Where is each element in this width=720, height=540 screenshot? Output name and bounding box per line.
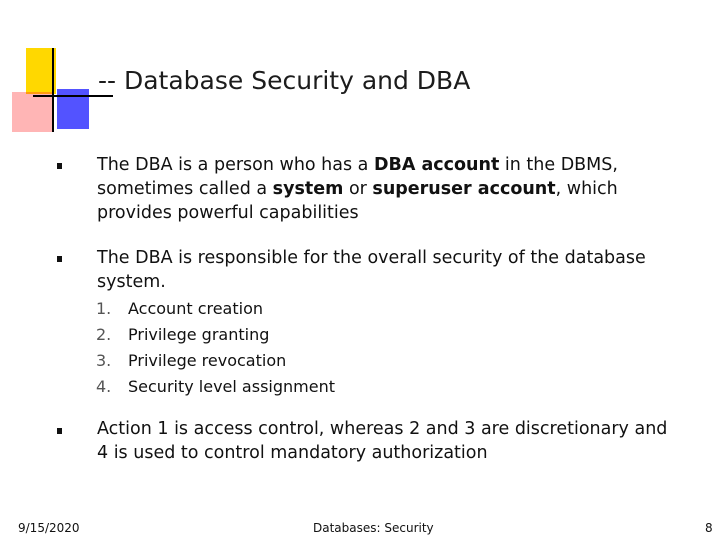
- decor-vertical-line: [52, 48, 54, 132]
- bold-term: DBA account: [373, 155, 500, 175]
- bullet-action-summary: Action 1 is access control, whereas 2 and 3 are discretionary and 4 is used to control mandatory authorization: [97, 419, 668, 463]
- list-item-label: Privilege granting: [128, 325, 270, 344]
- list-item: [96, 348, 335, 374]
- page-number: 8: [705, 521, 713, 535]
- bullet-dba-account: [97, 153, 687, 225]
- text-run: in the DBMS, sometimes called a: [97, 155, 618, 199]
- bullet-marker: [57, 256, 62, 262]
- list-item-label: Account creation: [128, 299, 264, 318]
- footer-title: Databases: Security: [313, 521, 434, 535]
- decor-red-square: [12, 92, 52, 132]
- bullet-marker: [57, 428, 62, 434]
- text-run: , which provides powerful capabilities: [97, 179, 618, 223]
- list-item-label: Privilege revocation: [128, 351, 287, 370]
- bold-term: superuser account: [372, 179, 556, 199]
- list-item: [96, 296, 335, 322]
- footer-date: 9/15/2020: [18, 521, 80, 535]
- list-item: [96, 322, 335, 348]
- list-item-number: 2.: [96, 325, 112, 344]
- list-item-label: Security level assignment: [128, 377, 335, 396]
- numbered-sublist: [96, 296, 335, 400]
- list-item: [96, 374, 335, 400]
- slide-title: -- Database Security and DBA: [98, 66, 471, 95]
- list-item-number: 4.: [96, 377, 112, 396]
- bullet-dba-responsible: The DBA is responsible for the overall security of the database system.: [97, 248, 646, 292]
- decor-horizontal-line: [33, 95, 113, 97]
- text-run: The DBA is a person who has a: [97, 155, 374, 175]
- bold-term: system: [272, 179, 344, 199]
- bullet-marker: [57, 163, 62, 169]
- text-run: or: [343, 179, 373, 199]
- list-item-number: 1.: [96, 299, 112, 318]
- list-item-number: 3.: [96, 351, 112, 370]
